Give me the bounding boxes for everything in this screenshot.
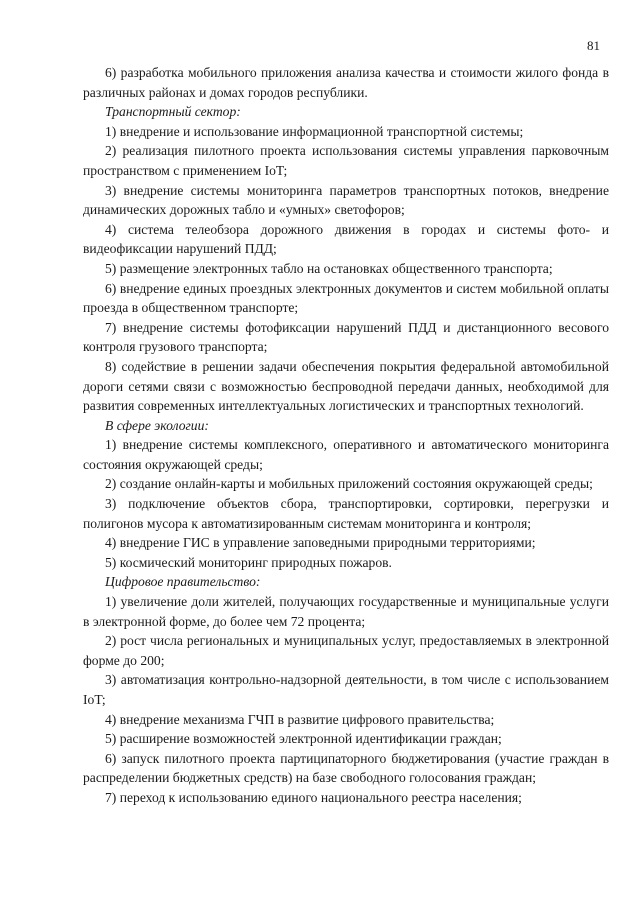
- document-body: [83, 63, 609, 808]
- list-item: 5) расширение возможностей электронной идентификации граждан;: [105, 731, 502, 747]
- section-heading: В сфере экологии:: [105, 417, 209, 433]
- list-item: 5) космический мониторинг природных пожаров.: [105, 554, 392, 570]
- list-item: 8) содействие в решении задачи обеспечения покрытия федеральной автомобильной дороги сетями связи с возможностью беспроводной передачи данных, необходимой для развития современных интеллектуальных логистических и транспортных технологий.: [83, 358, 609, 414]
- list-item: 7) переход к использованию единого национального реестра населения;: [105, 789, 522, 805]
- list-item: 2) реализация пилотного проекта использования системы управления парковочным пространством с применением IoT;: [83, 143, 609, 178]
- list-item: 1) внедрение системы комплексного, оперативного и автоматического мониторинга состояния окружающей среды;: [83, 437, 609, 472]
- list-item: 4) внедрение механизма ГЧП в развитие цифрового правительства;: [105, 711, 495, 727]
- list-item: 4) система телеобзора дорожного движения в городах и системы фото- и видеофиксации нарушений ПДД;: [83, 221, 609, 257]
- list-item: 6) запуск пилотного проекта партиципаторного бюджетирования (участие граждан в распределении бюджетных средств) на базе свободного голосования граждан;: [83, 750, 609, 786]
- list-item: 2) рост числа региональных и муниципальных услуг, предоставляемых в электронной форме до 200;: [83, 633, 609, 668]
- section-heading: Транспортный сектор:: [105, 104, 241, 120]
- list-item: 4) внедрение ГИС в управление заповедными природными территориями;: [105, 535, 536, 551]
- list-item: 3) автоматизация контрольно-надзорной деятельности, в том числе с использованием IoT;: [83, 672, 609, 707]
- page-number: 81: [587, 38, 600, 53]
- list-item: 7) внедрение системы фотофиксации нарушений ПДД и дистанционного весового контроля грузового транспорта;: [83, 319, 609, 355]
- list-item: 6) разработка мобильного приложения анализа качества и стоимости жилого фонда в различных районах и домах городов республики.: [83, 65, 609, 100]
- list-item: 2) создание онлайн-карты и мобильных приложений состояния окружающей среды;: [105, 476, 593, 492]
- list-item: 5) размещение электронных табло на остановках общественного транспорта;: [105, 260, 553, 276]
- list-item: 6) внедрение единых проездных электронных документов и систем мобильной оплаты проезда в общественном транспорте;: [83, 280, 609, 316]
- list-item: 3) внедрение системы мониторинга параметров транспортных потоков, внедрение динамических дорожных табло и «умных» светофоров;: [83, 182, 609, 218]
- list-item: 3) подключение объектов сбора, транспортировки, сортировки, перегрузки и полигонов мусора к автоматизированным системам мониторинга и контроля;: [83, 496, 609, 531]
- section-heading: Цифровое правительство:: [105, 574, 261, 590]
- list-item: 1) увеличение доли жителей, получающих государственные и муниципальные услуги в электронной форме, до более чем 72 процента;: [83, 594, 609, 629]
- list-item: 1) внедрение и использование информационной транспортной системы;: [105, 123, 524, 139]
